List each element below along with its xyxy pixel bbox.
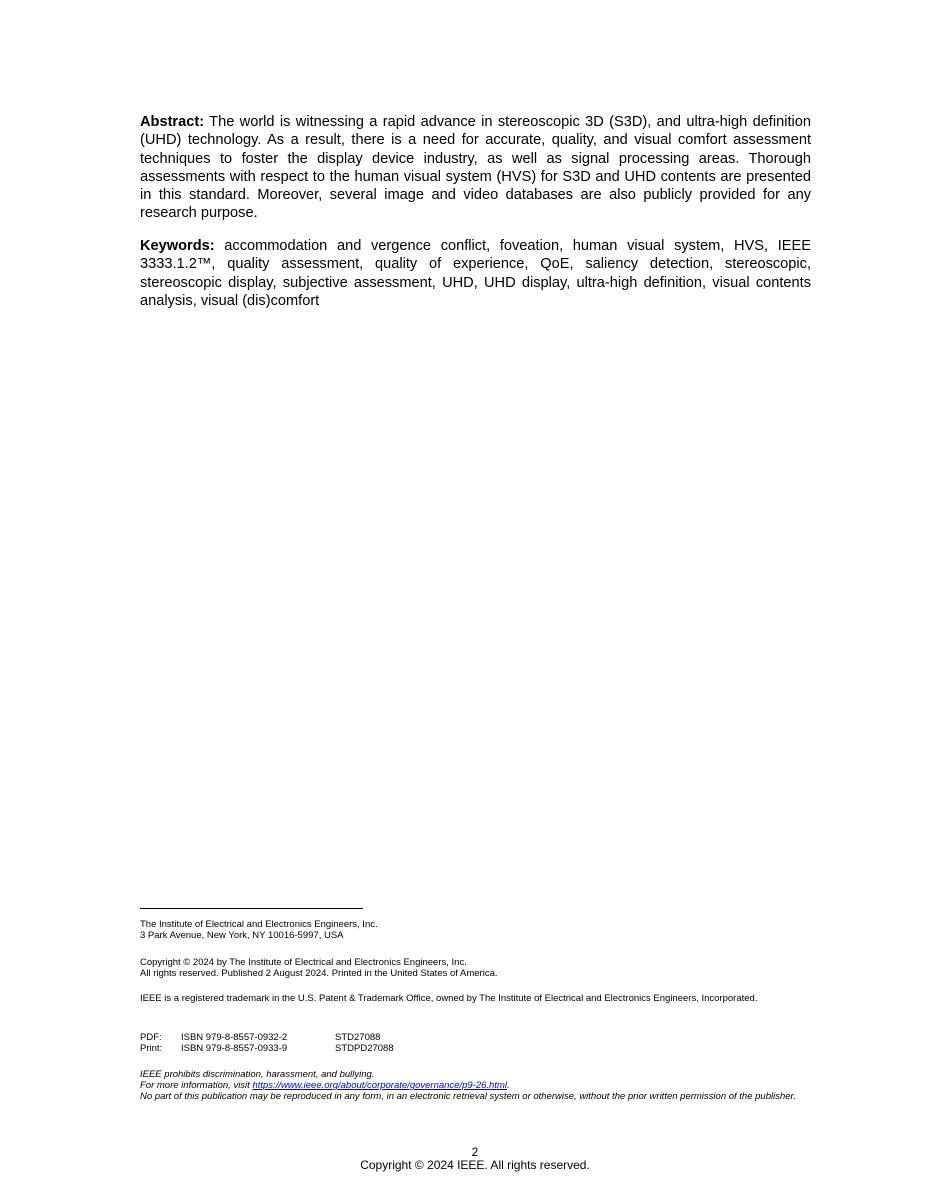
abstract-label: Abstract: [140, 114, 205, 130]
policy-info-prefix: For more information, visit [140, 1080, 253, 1092]
abstract-text: The world is witnessing a rapid advance in stereoscopic 3D (S3D), and ultra-high definition (UHD) technology. As a result, there is a need for accurate, quality, and visual comfort assessment techniques to foster the display device industry, as well as signal processing areas. Thorough assessments with respect to the human visual system (HVS) for S3D and UHD contents are presented in this standard. Moreover, several image and video databases are also publicly provided for any research purpose. [140, 114, 811, 222]
keywords-label: Keywords: [140, 238, 215, 254]
publisher-name: The Institute of Electrical and Electronics Engineers, Inc. [140, 919, 378, 930]
copyright-notice [140, 957, 812, 979]
footer-copyright: Copyright © 2024 IEEE. All rights reserved. [360, 1158, 590, 1172]
policy-link[interactable]: https://www.ieee.org/about/corporate/governance/p9-26.html [252, 1080, 507, 1092]
isbn-format: Print: [140, 1043, 163, 1055]
isbn-row-pdf [140, 1032, 812, 1043]
copyright-line: Copyright © 2024 by The Institute of Electrical and Electronics Engineers, Inc. [140, 957, 467, 968]
isbn-code: STDPD27088 [335, 1043, 394, 1055]
abstract-paragraph [140, 113, 811, 223]
policy-statement: IEEE prohibits discrimination, harassment, and bullying. [140, 1069, 375, 1080]
policy-info-suffix: . [507, 1080, 510, 1092]
publisher-street: 3 Park Avenue, New York, NY 10016-5997, USA [140, 930, 344, 942]
isbn-code: STD27088 [335, 1032, 381, 1043]
publisher-address [140, 919, 812, 941]
policy-notice [140, 1069, 812, 1103]
reproduction-notice: No part of this publication may be reproduced in any form, in an electronic retrieval system or otherwise, without the prior written permission of the publisher. [140, 1091, 796, 1103]
rights-line: All rights reserved. Published 2 August 2024. Printed in the United States of America. [140, 968, 498, 980]
trademark-notice: IEEE is a registered trademark in the U.S. Patent & Trademark Office, owned by The Institute of Electrical and Electronics Engineers, Incorporated. [140, 993, 758, 1004]
isbn-row-print [140, 1043, 812, 1054]
keywords-text: accommodation and vergence conflict, foveation, human visual system, HVS, IEEE 3333.1.2™, quality assessment, quality of experience, QoE, saliency detection, stereoscopic, stereoscopic display, subjective assessment, UHD, UHD display, ultra-high definition, visual contents analysis, visual (dis)comfort [140, 238, 811, 309]
isbn-number: ISBN 979-8-8557-0932-2 [181, 1032, 288, 1043]
isbn-block [140, 1032, 812, 1054]
isbn-format: PDF: [140, 1032, 162, 1043]
isbn-number: ISBN 979-8-8557-0933-9 [181, 1043, 288, 1055]
keywords-paragraph [140, 237, 811, 310]
policy-info-line [140, 1080, 812, 1091]
page-number: 2 [471, 1145, 479, 1159]
footnote-divider [140, 908, 363, 909]
